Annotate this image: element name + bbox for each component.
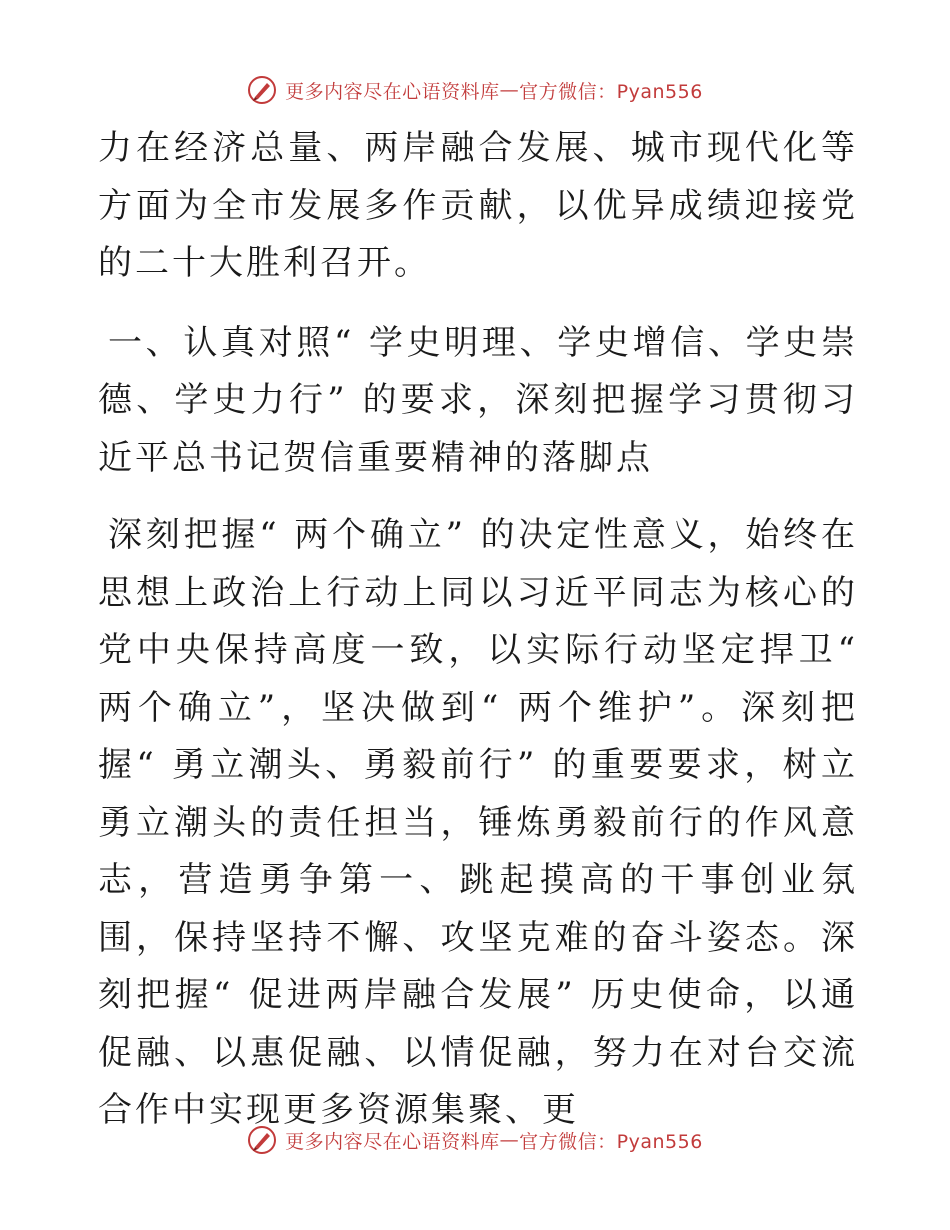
quill-pen-logo-icon	[247, 1125, 277, 1155]
watermark-text: 更多内容尽在心语资料库	[285, 1130, 500, 1153]
paragraph-body: 深刻把握“ 两个确立” 的决定性意义，始终在思想上政治上行动上同以习近平同志为核心的党中央保持高度一致，以实际行动坚定捍卫“ 两个确立”，坚决做到“ 两个维护”。深刻把握“ 勇立潮头、勇毅前行” 的重要要求，树立勇立潮头的责任担当，锤炼勇毅前行的作风意志，营造勇争第一、跳起摸高的干事创业氛围，保持坚持不懈、攻坚克难的奋斗姿态。深刻把握“ 促进两岸融合发展” 历史使命，以通促融、以惠促融、以情促融，努力在对台交流合作中实现更多资源集聚、更	[98, 515, 858, 1130]
quill-pen-logo-icon	[247, 75, 277, 105]
watermark-text: 更多内容尽在心语资料库	[285, 80, 500, 103]
footer-watermark	[0, 1120, 950, 1160]
paragraph-continuation: 力在经济总量、两岸融合发展、城市现代化等方面为全市发展多作贡献，以优异成绩迎接党的二十大胜利召开。	[98, 128, 858, 283]
watermark-wechat: 官方微信：Pyan556	[519, 1130, 703, 1153]
section-heading: 一、认真对照“ 学史明理、学史增信、学史崇德、学史力行” 的要求，深刻把握学习贯彻习近平总书记贺信重要精神的落脚点	[98, 322, 858, 478]
watermark-wechat: 官方微信：Pyan556	[519, 80, 703, 103]
header-watermark	[0, 70, 950, 110]
watermark-dash: —	[499, 1129, 520, 1151]
watermark-dash: —	[499, 79, 520, 101]
document-body	[98, 120, 858, 1140]
